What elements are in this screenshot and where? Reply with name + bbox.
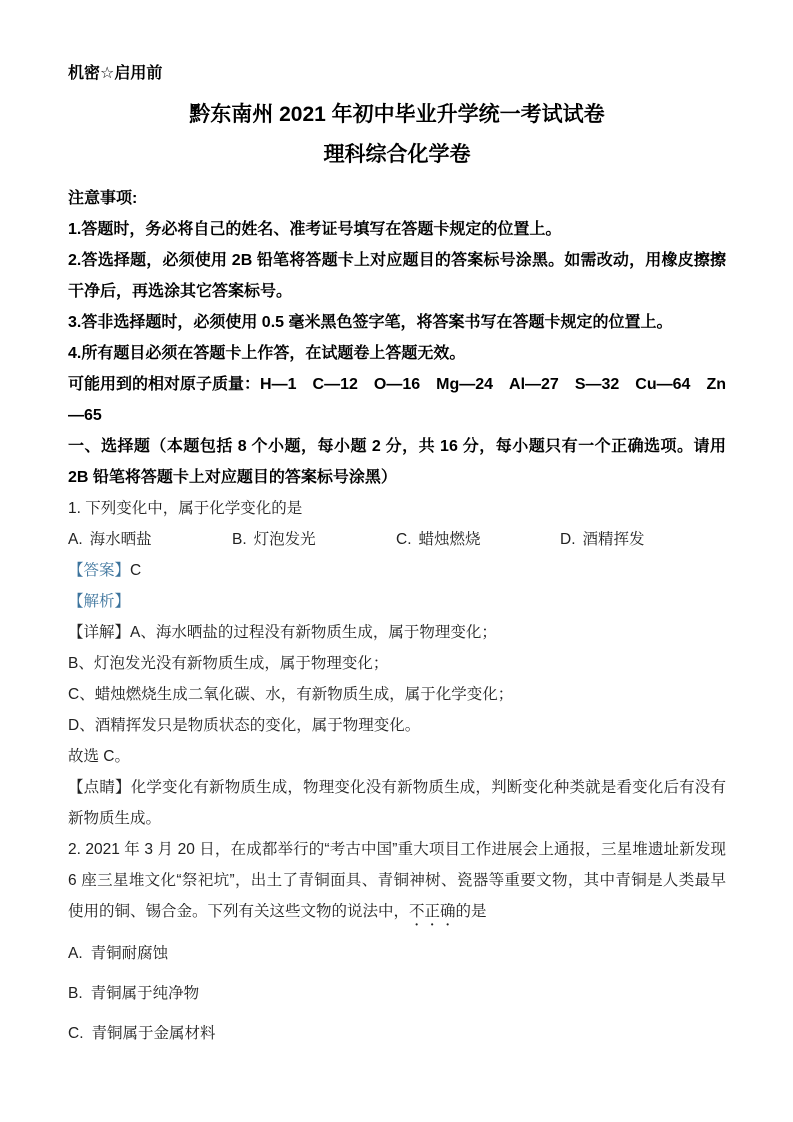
- q2-stem-part1: 2. 2021 年 3 月 20 日，在成都举行的“考古中国”重大项目工作进展会上通报，三星堆遗址新发现 6 座三星堆文化“祭祀坑”，出土了青铜面具、青铜神树、瓷器等重要文物，其中青铜是人类最早使用的铜、锡合金。下列有关这些文物的说法中，: [68, 841, 726, 920]
- q1-option-b-text: 灯泡发光: [253, 531, 316, 548]
- answer-line: [68, 555, 726, 586]
- q2-stem-emphasis: 不正确: [409, 903, 456, 920]
- q2-option-c-text: 青铜属于金属材料: [91, 1025, 216, 1042]
- tip-line: [68, 772, 726, 834]
- q1-option-a-text: 海水晒盐: [89, 531, 152, 548]
- q1-option-b: [232, 524, 396, 555]
- q2-option-c-label: C.: [68, 1025, 84, 1042]
- exam-subtitle: 理科综合化学卷: [323, 143, 471, 166]
- analysis-label: 【解析】: [68, 593, 131, 610]
- q2-option-a-text: 青铜耐腐蚀: [90, 945, 169, 962]
- question-1-options: [68, 524, 726, 555]
- conclusion-line: 故选 C。: [68, 748, 131, 765]
- q2-stem-part2: 的是: [455, 903, 487, 920]
- tip-label: 【点睛】: [68, 779, 131, 796]
- q2-option-a-label: A.: [68, 945, 83, 962]
- answer-value: C: [130, 562, 142, 579]
- notes-section: [68, 183, 726, 431]
- detail-text-1: A、海水晒盐的过程没有新物质生成，属于物理变化；: [130, 624, 497, 641]
- analysis-line: [68, 586, 726, 617]
- question-2: [68, 834, 726, 1049]
- detail-line-3: C、蜡烛燃烧生成二氧化碳、水，有新物质生成，属于化学变化；: [68, 686, 514, 703]
- q2-option-b-label: B.: [68, 985, 83, 1002]
- q1-option-d-text: 酒精挥发: [582, 531, 645, 548]
- tip-text: 化学变化有新物质生成，物理变化没有新物质生成，判断变化种类就是看变化后有没有新物质生成。: [68, 779, 726, 827]
- q1-option-a: [68, 524, 232, 555]
- q2-option-a: [68, 938, 726, 969]
- notes-heading: 注意事项:: [68, 190, 138, 207]
- note-item-3: 3.答非选择题时，必须使用 0.5 毫米黑色签字笔，将答案书写在答题卡规定的位置上。: [68, 314, 673, 331]
- question-1-stem: 1. 下列变化中，属于化学变化的是: [68, 500, 303, 517]
- answer-label: 【答案】: [68, 562, 131, 579]
- q1-option-d-label: D.: [560, 531, 576, 548]
- q1-option-c-label: C.: [396, 531, 412, 548]
- note-item-4: 4.所有题目必须在答题卡上作答，在试题卷上答题无效。: [68, 345, 466, 362]
- q2-option-c: [68, 1018, 726, 1049]
- detail-line-4: D、酒精挥发只是物质状态的变化，属于物理变化。: [68, 717, 421, 734]
- q1-option-d: [560, 524, 645, 555]
- exam-title: 黔东南州 2021 年初中毕业升学统一考试试卷: [189, 103, 605, 126]
- question-1: [68, 493, 726, 834]
- question-2-stem: [68, 834, 726, 929]
- note-item-2: 2.答选择题，必须使用 2B 铅笔将答题卡上对应题目的答案标号涂黑。如需改动，用橡皮擦擦干净后，再选涂其它答案标号。: [68, 252, 726, 300]
- detail-line-2: B、灯泡发光没有新物质生成，属于物理变化；: [68, 655, 389, 672]
- q2-option-b: [68, 978, 726, 1009]
- q1-option-b-label: B.: [232, 531, 247, 548]
- q2-option-b-text: 青铜属于纯净物: [90, 985, 200, 1002]
- q1-option-c: [396, 524, 560, 555]
- q1-option-c-text: 蜡烛燃烧: [418, 531, 481, 548]
- q1-option-a-label: A.: [68, 531, 83, 548]
- section-one-heading: 一、选择题（本题包括 8 个小题，每小题 2 分，共 16 分，每小题只有一个正确选项。请用 2B 铅笔将答题卡上对应题目的答案标号涂黑）: [68, 438, 726, 486]
- classification-marking: 机密☆启用前: [68, 65, 163, 82]
- detail-label: 【详解】: [68, 624, 131, 641]
- atomic-masses-line: 可能用到的相对原子质量：H—1 C—12 O—16 Mg—24 Al—27 S—32 Cu—64 Zn—65: [68, 376, 726, 424]
- note-item-1: 1.答题时，务必将自己的姓名、准考证号填写在答题卡规定的位置上。: [68, 221, 562, 238]
- detail-line-1: [68, 617, 726, 648]
